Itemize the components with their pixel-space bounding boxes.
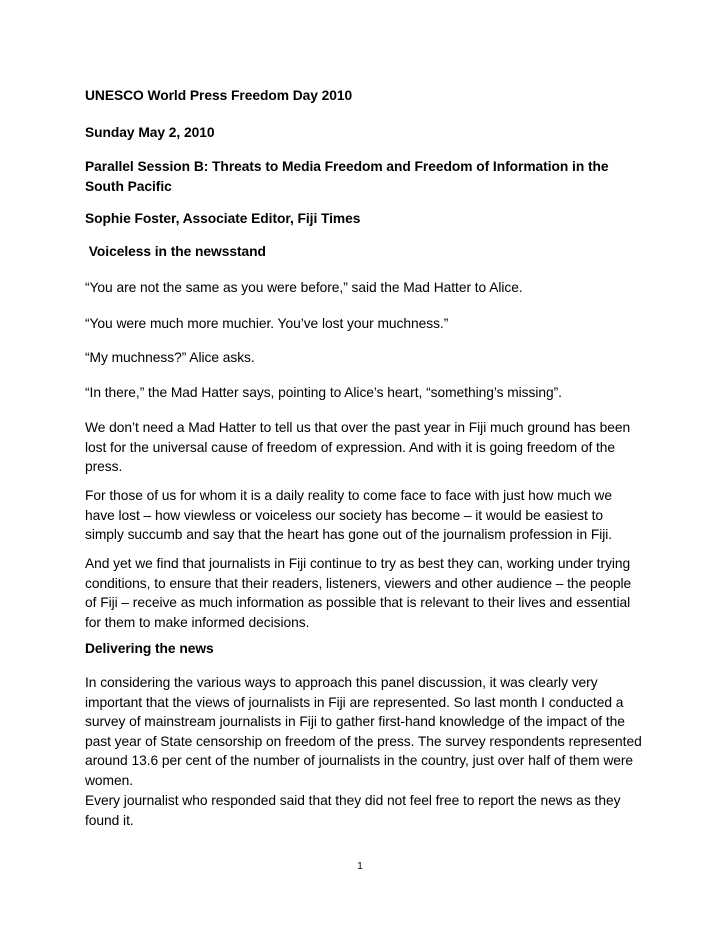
session-heading: Parallel Session B: Threats to Media Freedom and Freedom of Information in the South Pacific	[85, 159, 609, 194]
page-number: 1	[357, 861, 363, 872]
body-paragraph: “You are not the same as you were before,” said the Mad Hatter to Alice.	[85, 280, 523, 295]
body-paragraph: For those of us for whom it is a daily reality to come face to face with just how much we have lost – how viewless or voiceless our society has become – it would be easiest to simply succumb and say that the heart has gone out of the journalism profession in Fiji.	[85, 488, 613, 542]
section-heading: Delivering the news	[85, 641, 214, 656]
speech-title: Voiceless in the newsstand	[85, 244, 266, 259]
author-heading: Sophie Foster, Associate Editor, Fiji Times	[85, 211, 361, 226]
body-paragraph: “You were much more muchier. You’ve lost your muchness.”	[85, 316, 449, 331]
body-paragraph: We don’t need a Mad Hatter to tell us that over the past year in Fiji much ground has been lost for the universal cause of freedom of expression. And with it is going freedom of the press.	[85, 420, 631, 474]
body-paragraph: “My muchness?” Alice asks.	[85, 350, 255, 365]
date-heading: Sunday May 2, 2010	[85, 125, 215, 140]
body-paragraph: “In there,” the Mad Hatter says, pointing to Alice’s heart, “something’s missing”.	[85, 385, 562, 400]
body-paragraph: In considering the various ways to approach this panel discussion, it was clearly very important that the views of journalists in Fiji are represented. So last month I conducted a survey of mainstream journalists in Fiji to gather first-hand knowledge of the impact of the past year of State censorship on freedom of the press. The survey respondents represented around 13.6 per cent of the number of journalists in the country, just over half of them were women.	[85, 675, 642, 788]
body-paragraph: Every journalist who responded said that they did not feel free to report the news as they found it.	[85, 793, 621, 828]
event-heading: UNESCO World Press Freedom Day 2010	[85, 88, 353, 103]
body-paragraph: And yet we find that journalists in Fiji continue to try as best they can, working under trying conditions, to ensure that their readers, listeners, viewers and other audience – the people of Fiji – receive as much information as possible that is relevant to their lives and essential for them to make informed decisions.	[85, 556, 632, 630]
